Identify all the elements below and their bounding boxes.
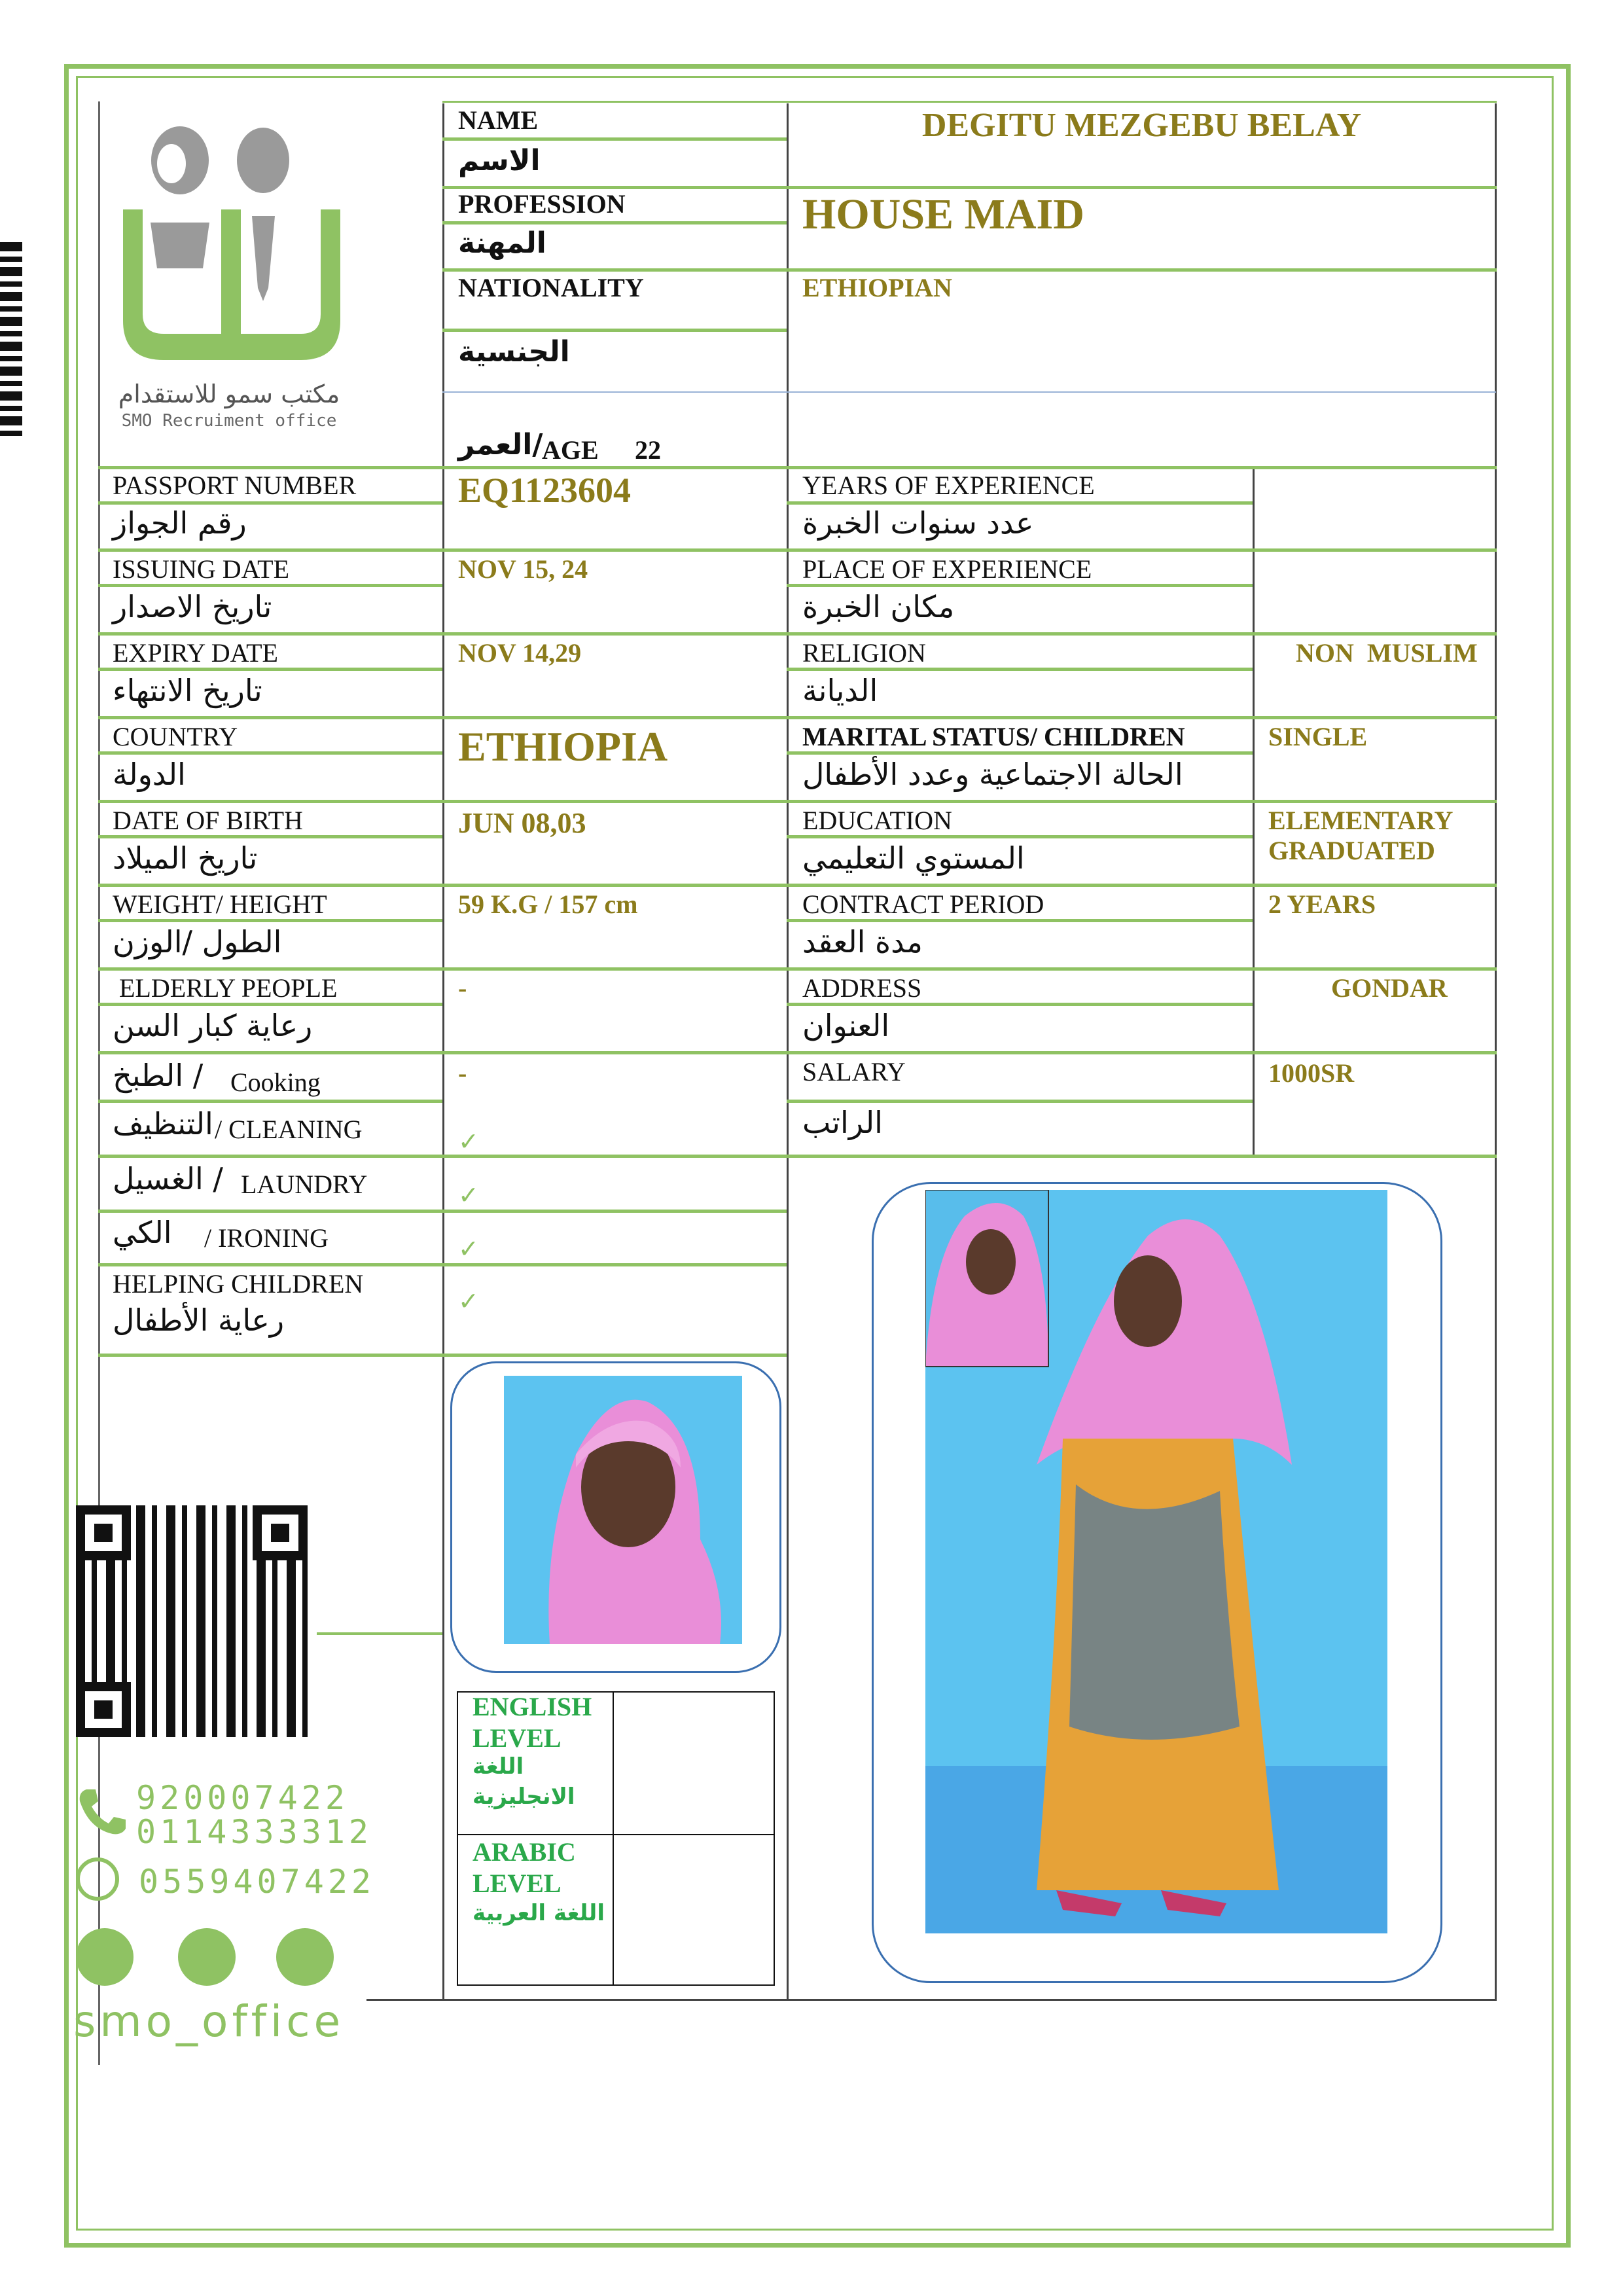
passport-number-label: PASSPORT NUMBER: [113, 471, 357, 500]
expiry-date-label: EXPIRY DATE: [113, 638, 278, 668]
nationality-value: ETHIOPIAN: [802, 273, 952, 302]
religion-label: RELIGION: [802, 638, 926, 668]
twitter-icon: [76, 1928, 134, 1986]
ironing-check-icon: ✓: [458, 1234, 479, 1263]
profession-label-ar: المهنة: [458, 226, 546, 260]
education-label-ar: المستوي التعليمي: [802, 840, 1025, 876]
helping-children-label-ar: رعاية الأطفال: [113, 1302, 285, 1338]
snapchat-icon: [276, 1928, 334, 1986]
row-line: [98, 800, 1497, 803]
header-line: [442, 137, 787, 141]
cleaning-label-ar: التنظيف: [113, 1106, 213, 1141]
issuing-date-label: ISSUING DATE: [113, 554, 289, 584]
marital-status-label: MARITAL STATUS/ CHILDREN: [802, 722, 1185, 751]
place-experience-label-ar: مكان الخبرة: [802, 589, 955, 624]
person-full-body-icon: [925, 1190, 1387, 1933]
header-line: [442, 329, 787, 332]
row-line: [787, 1100, 1253, 1103]
row-line: [98, 716, 1497, 719]
row-line: [98, 501, 442, 505]
arabic-level-label: [473, 1837, 576, 1899]
issuing-date-label-ar: تاريخ الاصدار: [113, 589, 272, 624]
cooking-label-ar: الطبخ /: [113, 1058, 204, 1093]
company-logo: [111, 118, 347, 431]
profession-value: HOUSE MAID: [802, 190, 1084, 238]
salary-label: SALARY: [802, 1057, 906, 1086]
marital-status-value: SINGLE: [1268, 722, 1368, 751]
salary-value: 1000SR: [1268, 1058, 1355, 1088]
contract-period-value: 2 YEARS: [1268, 889, 1376, 919]
laundry-label-ar: الغسيل /: [113, 1161, 223, 1196]
age-label-ar: العمر/: [458, 428, 543, 461]
table-bottom-border: [366, 1999, 1497, 2001]
cleaning-label: / CLEANING: [215, 1115, 363, 1144]
years-experience-label: YEARS OF EXPERIENCE: [802, 471, 1095, 500]
passport-number-label-ar: رقم الجواز: [113, 505, 247, 541]
country-label-ar: الدولة: [113, 757, 186, 792]
header-line: [442, 221, 787, 224]
qr-code: [76, 1505, 308, 1737]
education-value-2: GRADUATED: [1268, 836, 1435, 865]
religion-value: NON MUSLIM: [1296, 638, 1478, 668]
edge-qr-code: [0, 242, 22, 439]
name-value: DEGITU MEZGEBU BELAY: [921, 107, 1362, 144]
ironing-label-ar: الكي: [113, 1215, 172, 1250]
expiry-date-value: NOV 14,29: [458, 638, 582, 668]
religion-label-ar: الديانة: [802, 673, 878, 708]
english-level-label: [473, 1691, 592, 1754]
row-line: [98, 1155, 1497, 1158]
logo-arabic-text: مكتب سمو للاستقدام: [118, 380, 340, 408]
helping-children-label: HELPING CHILDREN: [113, 1269, 364, 1299]
row-line: [98, 466, 1497, 469]
qr-finder-top-right: [253, 1505, 308, 1560]
cleaning-check-icon: ✓: [458, 1127, 479, 1156]
arabic-level-line2: LEVEL: [473, 1869, 562, 1898]
elderly-people-value: -: [458, 973, 467, 1003]
issuing-date-value: NOV 15, 24: [458, 554, 588, 584]
instagram-icon: [178, 1928, 236, 1986]
helping-children-check-icon: ✓: [458, 1287, 479, 1316]
expiry-date-label-ar: تاريخ الانتهاء: [113, 673, 262, 708]
years-experience-label-ar: عدد سنوات الخبرة: [802, 505, 1034, 541]
education-label: EDUCATION: [802, 806, 952, 835]
row-line: [98, 967, 1497, 971]
marital-status-label-ar: الحالة الاجتماعية وعدد الأطفال: [802, 757, 1183, 792]
passport-photo: [504, 1376, 742, 1644]
header-line: [442, 268, 1497, 272]
nationality-label-ar: الجنسية: [458, 335, 570, 368]
language-table-row-divider: [457, 1834, 774, 1835]
address-label: ADDRESS: [802, 973, 922, 1003]
phone-number-1: 920007422: [136, 1779, 349, 1817]
person-portrait-icon: [504, 1376, 742, 1644]
weight-height-label-ar: الطول /الوزن: [113, 924, 282, 960]
ironing-label: / IRONING: [204, 1223, 329, 1253]
name-label-ar: الاسم: [458, 144, 541, 177]
date-of-birth-value: JUN 08,03: [458, 807, 586, 839]
qr-finder-bottom-left: [76, 1682, 131, 1737]
arabic-level-label-ar: اللغة العربية: [473, 1900, 605, 1926]
language-table-divider: [613, 1691, 614, 1984]
header-top-line: [442, 101, 1497, 103]
contract-period-label: CONTRACT PERIOD: [802, 889, 1044, 919]
english-level-ar-line2: الانجليزية: [473, 1784, 575, 1810]
row-line: [98, 548, 1497, 552]
row-line: [787, 501, 1253, 505]
elderly-people-label: ELDERLY PEOPLE: [119, 973, 338, 1003]
row-line: [98, 1210, 787, 1213]
header-line: [442, 391, 1496, 393]
row-line: [98, 632, 1497, 636]
age-value: 22: [635, 435, 661, 465]
whatsapp-number: 0559407422: [139, 1863, 376, 1901]
weight-height-label: WEIGHT/ HEIGHT: [113, 889, 327, 919]
english-level-line2: LEVEL: [473, 1723, 562, 1753]
phone-icon: [76, 1785, 128, 1838]
english-level-line1: ENGLISH: [473, 1692, 592, 1721]
table-left-border: [98, 101, 100, 2065]
qr-finder-top-left: [76, 1505, 131, 1560]
address-label-ar: العنوان: [802, 1008, 890, 1043]
english-level-ar-line1: اللغة: [473, 1753, 524, 1780]
age-label: AGE: [542, 435, 599, 465]
country-label: COUNTRY: [113, 722, 238, 751]
address-value: GONDAR: [1331, 973, 1448, 1003]
arabic-level-line1: ARABIC: [473, 1837, 576, 1867]
salary-label-ar: الراتب: [802, 1105, 883, 1140]
nationality-label: NATIONALITY: [458, 273, 644, 302]
row-line: [98, 1263, 787, 1266]
full-body-photo: [925, 1190, 1387, 1933]
passport-number-value: EQ1123604: [458, 471, 632, 510]
date-of-birth-label-ar: تاريخ الميلاد: [113, 840, 258, 876]
elderly-people-label-ar: رعاية كبار السن: [113, 1008, 313, 1043]
education-value: ELEMENTARY: [1268, 806, 1454, 835]
row-line: [98, 1354, 787, 1357]
logo-figures-icon: [111, 118, 347, 380]
row-line: [98, 1100, 442, 1103]
qr-connector-line: [317, 1632, 442, 1635]
laundry-label: LAUNDRY: [241, 1170, 368, 1199]
contract-period-label-ar: مدة العقد: [802, 924, 923, 960]
place-experience-label: PLACE OF EXPERIENCE: [802, 554, 1092, 584]
profession-label: PROFESSION: [458, 189, 626, 219]
english-level-label-ar: [473, 1751, 575, 1812]
row-line: [98, 884, 1497, 887]
logo-english-text: SMO Recruiment office: [121, 411, 337, 431]
row-line: [98, 1051, 1497, 1054]
weight-height-value: 59 K.G / 157 cm: [458, 889, 638, 919]
social-handle: smo_office: [73, 1996, 345, 2047]
name-label: NAME: [458, 105, 539, 135]
laundry-check-icon: ✓: [458, 1181, 479, 1210]
phone-number-2: 0114333312: [136, 1813, 373, 1851]
whatsapp-icon: [76, 1857, 119, 1901]
country-value: ETHIOPIA: [458, 723, 668, 770]
cooking-value: -: [458, 1058, 467, 1088]
cooking-label: Cooking: [230, 1067, 321, 1097]
date-of-birth-label: DATE OF BIRTH: [113, 806, 303, 835]
